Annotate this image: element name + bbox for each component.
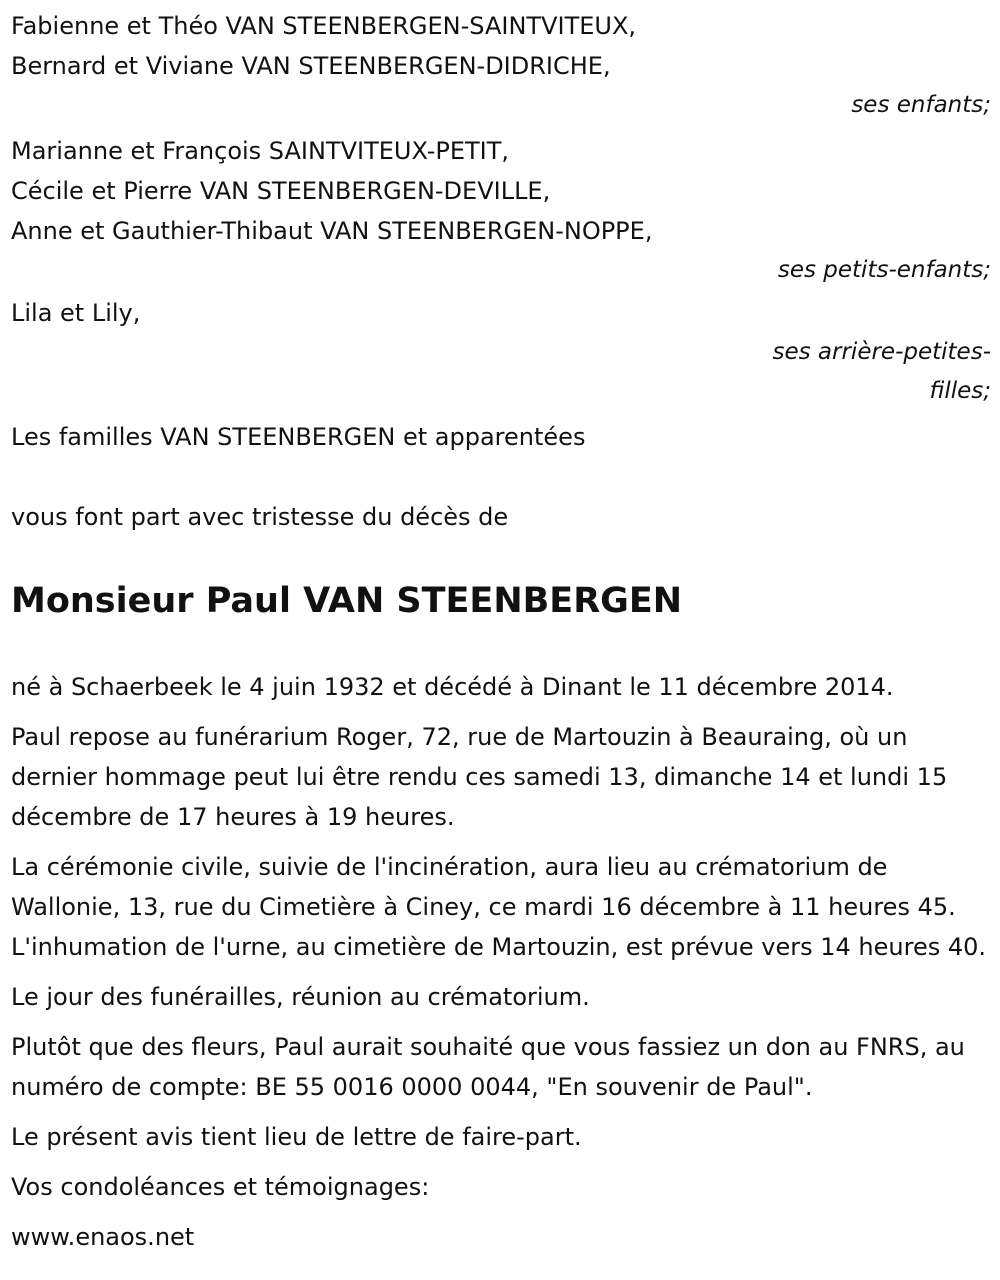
role-label-grandchildren: ses petits-enfants;	[777, 257, 991, 283]
child-line: Fabienne et Théo VAN STEENBERGEN-SAINTVITEUX,	[11, 12, 637, 40]
families-group	[11, 411, 991, 457]
grandchild-line: Anne et Gauthier-Thibaut VAN STEENBERGEN-NOPPE,	[11, 217, 653, 245]
obituary-notice	[11, 0, 991, 1267]
notice-paragraph: Le présent avis tient lieu de lettre de faire-part.	[11, 1123, 582, 1151]
deceased-name: Monsieur Paul VAN STEENBERGEN	[11, 581, 683, 621]
child-line: Bernard et Viviane VAN STEENBERGEN-DIDRICHE,	[11, 52, 611, 80]
notice-body	[11, 667, 991, 1257]
ceremony-paragraph: La cérémonie civile, suivie de l'incinération, aura lieu au crématorium de Wallonie, 13, rue du Cimetière à Ciney, ce mardi 16 décembre à 11 heures 45. L'inhumation de l'urne, au cimetière de Martouzin, est prévue vers 14 heures 40.	[11, 853, 987, 961]
great-grandchildren-group	[11, 290, 991, 411]
reunion-paragraph: Le jour des funérailles, réunion au crématorium.	[11, 983, 590, 1011]
funerarium-paragraph: Paul repose au funérarium Roger, 72, rue de Martouzin à Beauraing, où un dernier hommage peut lui être rendu ces samedi 13, dimanche 14 et lundi 15 décembre de 17 heures à 19 heures.	[11, 723, 948, 831]
grandchild-line: Marianne et François SAINTVITEUX-PETIT,	[11, 137, 510, 165]
birth-death-paragraph: né à Schaerbeek le 4 juin 1932 et décédé à Dinant le 11 décembre 2014.	[11, 673, 894, 701]
children-group	[11, 0, 991, 125]
role-label-great-grandchildren: ses arrière-petites-	[772, 339, 991, 365]
grandchildren-group	[11, 125, 991, 290]
great-grandchild-line: Lila et Lily,	[11, 299, 141, 327]
condolences-paragraph: Vos condoléances et témoignages:	[11, 1173, 430, 1201]
announcement-line: vous font part avec tristesse du décès de	[11, 503, 509, 531]
announcement-group	[11, 457, 991, 537]
role-label-children: ses enfants;	[851, 92, 991, 118]
donation-paragraph: Plutôt que des fleurs, Paul aurait souhaité que vous fassiez un don au FNRS, au numéro de compte: BE 55 0016 0000 0044, "En souvenir de Paul".	[11, 1033, 965, 1101]
families-line: Les familles VAN STEENBERGEN et apparentées	[11, 423, 586, 451]
role-label-great-grandchildren-cont: filles;	[929, 378, 991, 404]
website-link[interactable]: www.enaos.net	[11, 1223, 195, 1251]
grandchild-line: Cécile et Pierre VAN STEENBERGEN-DEVILLE,	[11, 177, 551, 205]
